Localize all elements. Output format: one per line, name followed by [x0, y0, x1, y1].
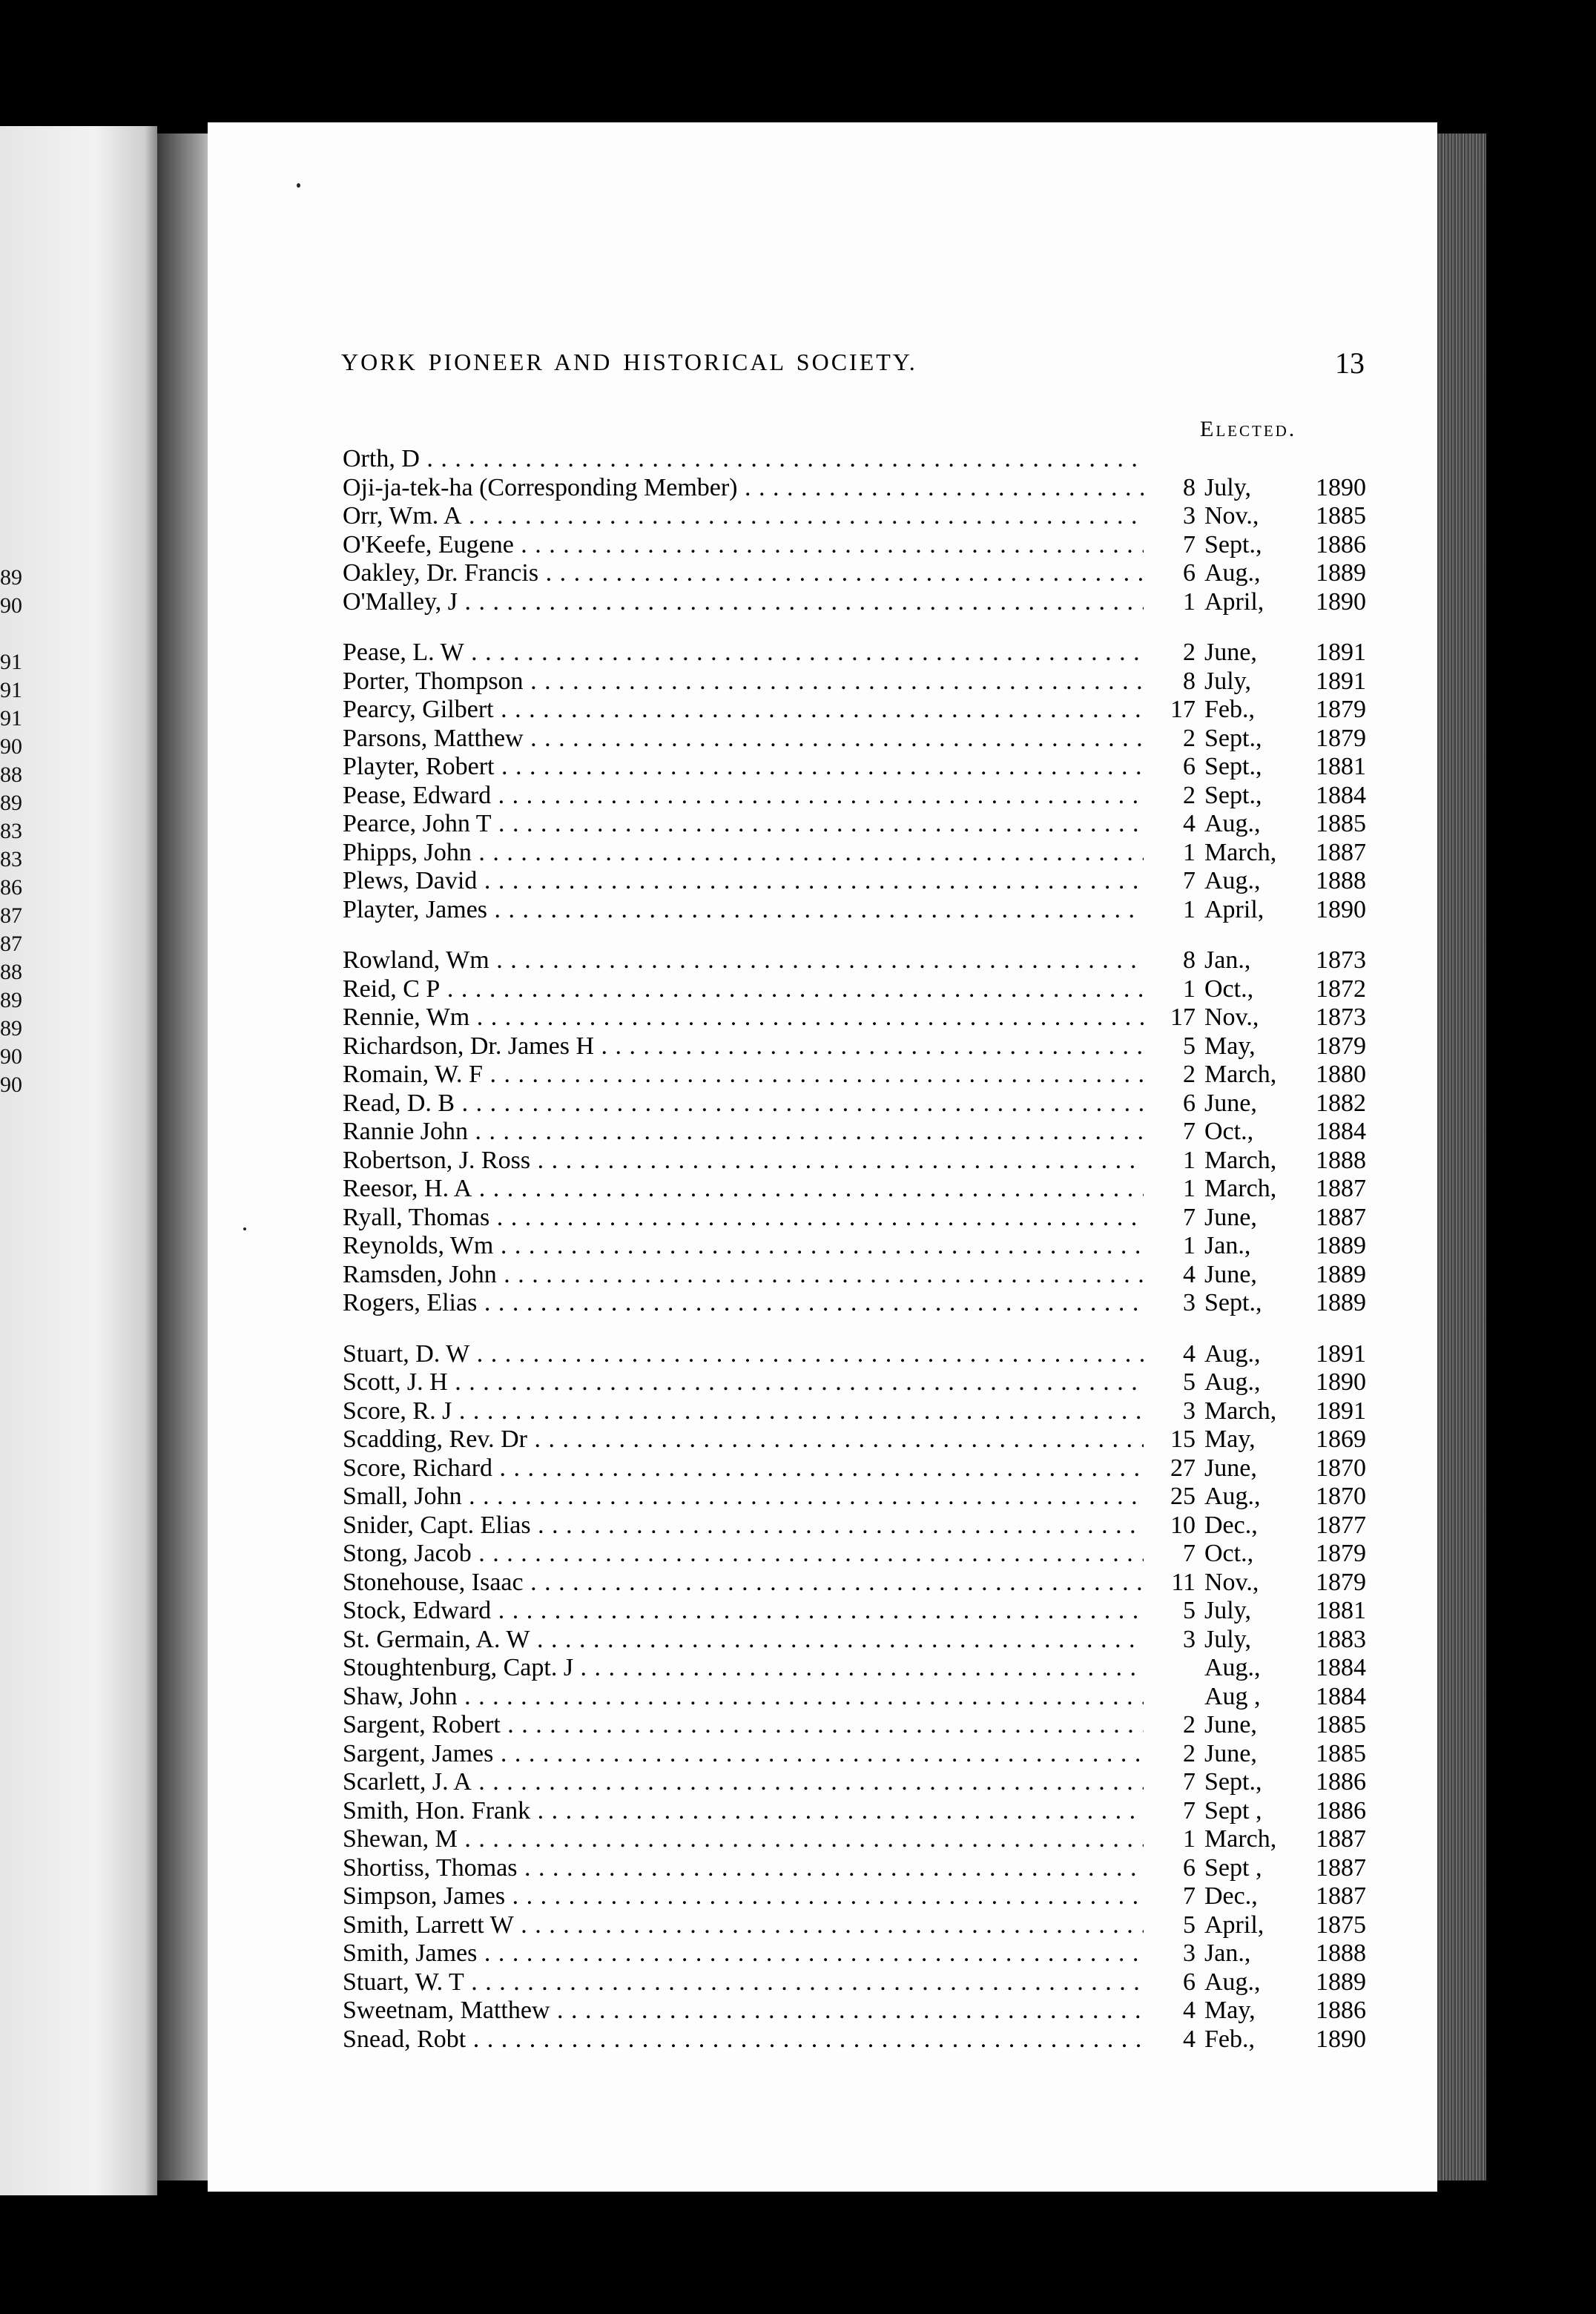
elected-day: 6: [1183, 1089, 1196, 1117]
facing-page-digit: 89: [0, 1016, 22, 1041]
elected-day: 7: [1183, 1540, 1196, 1567]
member-entry: [343, 1997, 1381, 2025]
member-entry: [343, 1740, 1381, 1769]
elected-month: March,: [1204, 1397, 1277, 1425]
elected-month: Sept.,: [1204, 530, 1262, 558]
elected-year: 1891: [1316, 639, 1366, 666]
elected-month: Sept ,: [1204, 1796, 1262, 1824]
member-name: Sweetnam, Matthew . . .: [343, 1997, 1144, 2025]
elected-day: 6: [1183, 753, 1196, 780]
elected-year: 1879: [1316, 1568, 1366, 1596]
member-entry: [343, 867, 1381, 896]
elected-year: 1870: [1316, 1454, 1366, 1482]
member-entry: [343, 696, 1381, 725]
elected-day: 1: [1183, 587, 1196, 616]
letter-group-r: [343, 946, 1381, 1318]
elected-day: 4: [1183, 1339, 1196, 1368]
member-entry: [343, 668, 1381, 696]
elected-year: 1886: [1316, 1997, 1366, 2024]
elected-year: 1886: [1316, 530, 1366, 558]
elected-day: 2: [1183, 781, 1196, 809]
member-entry: [343, 531, 1381, 560]
member-name: Rowland, Wm . . .: [343, 946, 1144, 975]
elected-year: 1888: [1316, 1146, 1366, 1174]
elected-month: Aug.,: [1204, 1654, 1261, 1681]
elected-month: March,: [1204, 1175, 1277, 1202]
elected-year: 1891: [1316, 1339, 1366, 1368]
member-entry: [343, 1397, 1381, 1426]
elected-day: 2: [1183, 1061, 1196, 1088]
facing-page-digit: 90: [0, 1044, 22, 1069]
elected-day: 27: [1170, 1454, 1196, 1482]
elected-year: 1887: [1316, 1825, 1366, 1853]
member-name: Pearcy, Gilbert . . .: [343, 696, 1144, 725]
elected-year: 1879: [1316, 1032, 1366, 1060]
member-entry: [343, 1090, 1381, 1118]
elected-month: Nov.,: [1204, 502, 1259, 530]
member-entry: [343, 1147, 1381, 1176]
member-entry: [343, 559, 1381, 588]
elected-year: 1880: [1316, 1061, 1366, 1088]
book-gutter: [157, 134, 215, 2180]
elected-year: 1886: [1316, 1768, 1366, 1796]
member-name: Small, John . . .: [343, 1483, 1144, 1512]
elected-day: 4: [1183, 1997, 1196, 2024]
elected-year: 1884: [1316, 1118, 1366, 1145]
elected-year: 1881: [1316, 753, 1366, 780]
member-entry: [343, 1454, 1381, 1483]
member-entry: [343, 1711, 1381, 1740]
member-name: Stock, Edward . . .: [343, 1597, 1144, 1626]
member-name: Richardson, Dr. James H . . .: [343, 1032, 1144, 1061]
member-name: Playter, Robert . . .: [343, 753, 1144, 782]
elected-day: 7: [1183, 1882, 1196, 1910]
elected-year: 1882: [1316, 1089, 1366, 1117]
facing-page-digit: 87: [0, 932, 22, 956]
facing-page-digit: 89: [0, 791, 22, 815]
elected-year: 1873: [1316, 1003, 1366, 1031]
member-entry: [343, 1626, 1381, 1655]
facing-page-digit: 89: [0, 988, 22, 1012]
elected-day: 7: [1183, 867, 1196, 894]
member-name: Pease, Edward . . .: [343, 782, 1144, 811]
elected-day: 3: [1183, 1397, 1196, 1425]
member-entry: [343, 1003, 1381, 1032]
facing-page-digit: 90: [0, 734, 22, 759]
elected-day: 8: [1183, 667, 1196, 695]
elected-year: 1887: [1316, 1853, 1366, 1882]
elected-day: 6: [1183, 559, 1196, 587]
member-entry: [343, 1425, 1381, 1454]
elected-year: 1875: [1316, 1911, 1366, 1939]
member-entry: [343, 1512, 1381, 1540]
elected-year: 1890: [1316, 587, 1366, 616]
elected-month: Oct.,: [1204, 975, 1254, 1003]
member-entry: [343, 1882, 1381, 1911]
member-entry: [343, 1483, 1381, 1512]
elected-year: 1887: [1316, 1175, 1366, 1202]
member-name: Score, R. J . . .: [343, 1397, 1144, 1426]
elected-month: Oct.,: [1204, 1540, 1254, 1567]
member-entry: [343, 1825, 1381, 1854]
elected-year: 1891: [1316, 667, 1366, 695]
member-name: Reesor, H. A . . .: [343, 1175, 1144, 1204]
member-name: Read, D. B . . .: [343, 1090, 1144, 1118]
facing-page-digit: 86: [0, 875, 22, 900]
member-name: Scarlett, J. A . . .: [343, 1768, 1144, 1797]
member-entry: [343, 946, 1381, 975]
elected-day: 15: [1170, 1425, 1196, 1453]
elected-day: 11: [1171, 1568, 1196, 1596]
member-entry: [343, 1061, 1381, 1090]
elected-year: 1889: [1316, 1289, 1366, 1316]
member-entry: [343, 1175, 1381, 1204]
elected-month: Aug.,: [1204, 1339, 1261, 1368]
elected-year: 1885: [1316, 810, 1366, 837]
elected-year: 1887: [1316, 838, 1366, 866]
elected-month: Dec.,: [1204, 1511, 1258, 1539]
elected-year: 1884: [1316, 781, 1366, 809]
elected-year: 1873: [1316, 946, 1366, 974]
member-name: Stong, Jacob . . .: [343, 1540, 1144, 1569]
member-name: O'Malley, J . . .: [343, 588, 1144, 617]
elected-month: Sept.,: [1204, 1768, 1262, 1796]
member-entry: [343, 782, 1381, 811]
elected-year: 1886: [1316, 1796, 1366, 1824]
elected-day: 7: [1183, 1796, 1196, 1824]
facing-page-digit: 87: [0, 903, 22, 928]
member-name: Plews, David . . .: [343, 867, 1144, 896]
member-entry: [343, 502, 1381, 531]
member-name: Score, Richard . . .: [343, 1454, 1144, 1483]
letter-group-p: [343, 639, 1381, 924]
elected-month: Aug.,: [1204, 1483, 1261, 1510]
elected-day: 3: [1183, 1625, 1196, 1653]
elected-month: July,: [1204, 1625, 1251, 1653]
facing-page-margin-digits: [0, 564, 22, 1099]
member-name: Rogers, Elias . . .: [343, 1289, 1144, 1318]
elected-day: 2: [1183, 724, 1196, 752]
member-entry: [343, 1797, 1381, 1826]
member-entry: [343, 1683, 1381, 1712]
elected-month: March,: [1204, 1146, 1277, 1174]
elected-year: 1889: [1316, 1232, 1366, 1259]
elected-day: 1: [1183, 975, 1196, 1003]
elected-day: 4: [1183, 810, 1196, 837]
elected-day: 1: [1183, 1825, 1196, 1853]
member-entry: [343, 1939, 1381, 1968]
elected-day: 10: [1170, 1511, 1196, 1539]
elected-month: Nov.,: [1204, 1003, 1259, 1031]
member-name: Shortiss, Thomas . . .: [343, 1854, 1144, 1883]
member-entry: [343, 1597, 1381, 1626]
elected-day: 25: [1170, 1483, 1196, 1510]
elected-year: 1879: [1316, 1540, 1366, 1567]
elected-day: 8: [1183, 473, 1196, 501]
elected-year: 1884: [1316, 1654, 1366, 1681]
elected-day: 2: [1183, 1739, 1196, 1767]
paper-speck: [297, 183, 300, 188]
facing-page-digit: 89: [0, 565, 22, 590]
elected-month: Aug.,: [1204, 1368, 1261, 1396]
elected-year: 1889: [1316, 1260, 1366, 1288]
member-name: Orth, D . . .: [343, 445, 1144, 474]
elected-year: 1888: [1316, 1939, 1366, 1967]
facing-page-digit: 88: [0, 960, 22, 984]
member-name: Sargent, Robert . . .: [343, 1711, 1144, 1740]
facing-page-digit: 91: [0, 706, 22, 731]
member-entry: [343, 1118, 1381, 1147]
member-entry: [343, 1289, 1381, 1318]
member-entry: [343, 1340, 1381, 1369]
elected-month: Aug ,: [1204, 1682, 1261, 1710]
elected-day: 2: [1183, 1711, 1196, 1738]
elected-year: 1884: [1316, 1682, 1366, 1710]
member-name: Ryall, Thomas . . .: [343, 1204, 1144, 1233]
elected-month: June,: [1204, 1739, 1257, 1767]
member-name: Shewan, M . . .: [343, 1825, 1144, 1854]
member-entry: [343, 1261, 1381, 1290]
elected-day: 5: [1183, 1597, 1196, 1624]
member-name: Stuart, W. T . . .: [343, 1968, 1144, 1997]
member-entry: [343, 1032, 1381, 1061]
facing-page-digit: 83: [0, 819, 22, 843]
elected-day: 4: [1183, 1260, 1196, 1288]
member-name: Oji-ja-tek-ha (Corresponding Member) . . .: [343, 474, 1144, 503]
member-entry: [343, 839, 1381, 868]
elected-month: Sept.,: [1204, 724, 1262, 752]
elected-day: 5: [1183, 1032, 1196, 1060]
elected-month: Dec.,: [1204, 1882, 1258, 1910]
member-name: Stuart, D. W . . .: [343, 1340, 1144, 1369]
elected-day: 6: [1183, 1968, 1196, 1996]
running-title: YORK PIONEER AND HISTORICAL SOCIETY.: [341, 349, 917, 375]
elected-month: July,: [1204, 667, 1251, 695]
elected-year: 1889: [1316, 559, 1366, 587]
elected-month: Aug.,: [1204, 1968, 1261, 1996]
member-entry: [343, 896, 1381, 925]
member-name: Rannie John . . .: [343, 1118, 1144, 1147]
elected-day: 1: [1183, 838, 1196, 866]
member-entry: [343, 1968, 1381, 1997]
elected-year: 1877: [1316, 1511, 1366, 1539]
member-name: Reynolds, Wm . . .: [343, 1232, 1144, 1261]
member-name: St. Germain, A. W . . .: [343, 1626, 1144, 1655]
elected-month: Sept ,: [1204, 1853, 1262, 1882]
elected-day: 5: [1183, 1911, 1196, 1939]
elected-year: 1891: [1316, 1397, 1366, 1425]
elected-year: 1881: [1316, 1597, 1366, 1624]
elected-day: 1: [1183, 1146, 1196, 1174]
elected-month: April,: [1204, 587, 1264, 616]
member-name: Smith, Larrett W . . .: [343, 1911, 1144, 1940]
elected-column-heading: Elected.: [1200, 417, 1297, 441]
member-name: Oakley, Dr. Francis . . .: [343, 559, 1144, 588]
facing-page-digit: 90: [0, 1072, 22, 1097]
elected-year: 1883: [1316, 1625, 1366, 1653]
member-name: Playter, James . . .: [343, 896, 1144, 925]
elected-year: 1869: [1316, 1425, 1366, 1453]
member-name: Smith, Hon. Frank . . .: [343, 1797, 1144, 1826]
member-entry: [343, 2025, 1381, 2054]
elected-year: 1890: [1316, 895, 1366, 923]
member-name: Snider, Capt. Elias . . .: [343, 1512, 1144, 1540]
elected-month: Sept.,: [1204, 1289, 1262, 1316]
elected-month: March,: [1204, 1825, 1277, 1853]
elected-day: 3: [1183, 502, 1196, 530]
member-name: O'Keefe, Eugene . . .: [343, 531, 1144, 560]
member-entry: [343, 1204, 1381, 1233]
elected-month: Jan.,: [1204, 946, 1251, 974]
member-entry: [343, 1569, 1381, 1598]
elected-day: 17: [1170, 696, 1196, 723]
elected-month: April,: [1204, 1911, 1264, 1939]
member-name: Phipps, John . . .: [343, 839, 1144, 868]
member-name: Romain, W. F . . .: [343, 1061, 1144, 1090]
elected-month: Feb.,: [1204, 2025, 1255, 2053]
facing-page-digit: 83: [0, 847, 22, 871]
member-entry: [343, 1654, 1381, 1683]
elected-month: July,: [1204, 473, 1251, 501]
elected-month: Nov.,: [1204, 1568, 1259, 1596]
member-name: Stoughtenburg, Capt. J . . .: [343, 1654, 1144, 1683]
elected-month: May,: [1204, 1032, 1256, 1060]
elected-year: 1887: [1316, 1203, 1366, 1231]
member-name: Sargent, James . . .: [343, 1740, 1144, 1769]
member-entry: [343, 445, 1381, 474]
elected-month: July,: [1204, 1597, 1251, 1624]
member-entry: [343, 1768, 1381, 1797]
elected-year: 1888: [1316, 867, 1366, 894]
member-entry: [343, 474, 1381, 503]
elected-year: 1885: [1316, 1711, 1366, 1738]
facing-page-digit: 90: [0, 593, 22, 618]
elected-day: 6: [1183, 1853, 1196, 1882]
member-list: [343, 445, 1381, 2076]
elected-month: June,: [1204, 639, 1257, 666]
letter-group-o: [343, 445, 1381, 616]
elected-year: 1890: [1316, 1368, 1366, 1396]
elected-month: May,: [1204, 1425, 1256, 1453]
member-entry: [343, 588, 1381, 617]
member-entry: [343, 725, 1381, 754]
elected-year: 1870: [1316, 1483, 1366, 1510]
elected-month: Aug.,: [1204, 810, 1261, 837]
page-number: 13: [1335, 346, 1365, 380]
elected-year: 1879: [1316, 724, 1366, 752]
elected-month: June,: [1204, 1260, 1257, 1288]
elected-month: Jan.,: [1204, 1939, 1251, 1967]
member-name: Snead, Robt . . .: [343, 2025, 1144, 2054]
elected-year: 1885: [1316, 1739, 1366, 1767]
elected-year: 1890: [1316, 2025, 1366, 2053]
elected-month: Aug.,: [1204, 867, 1261, 894]
elected-day: 1: [1183, 895, 1196, 923]
member-name: Simpson, James . . .: [343, 1882, 1144, 1911]
letter-group-s: [343, 1340, 1381, 2054]
member-entry: [343, 753, 1381, 782]
elected-month: Sept.,: [1204, 781, 1262, 809]
member-entry: [343, 1911, 1381, 1940]
elected-month: June,: [1204, 1711, 1257, 1738]
member-name: Parsons, Matthew . . .: [343, 725, 1144, 754]
member-name: Smith, James . . .: [343, 1939, 1144, 1968]
elected-month: Feb.,: [1204, 696, 1255, 723]
elected-day: 8: [1183, 946, 1196, 974]
member-name: Robertson, J. Ross . . .: [343, 1147, 1144, 1176]
member-name: Scadding, Rev. Dr . . .: [343, 1425, 1144, 1454]
member-name: Pease, L. W . . .: [343, 639, 1144, 668]
member-entry: [343, 639, 1381, 668]
elected-day: 3: [1183, 1289, 1196, 1316]
facing-page-digit: [0, 620, 16, 648]
elected-day: 17: [1170, 1003, 1196, 1031]
elected-day: 2: [1183, 639, 1196, 666]
elected-month: Aug.,: [1204, 559, 1261, 587]
elected-year: 1879: [1316, 696, 1366, 723]
member-entry: [343, 1232, 1381, 1261]
member-entry: [343, 810, 1381, 839]
elected-day: 5: [1183, 1368, 1196, 1396]
member-name: Ramsden, John . . .: [343, 1261, 1144, 1290]
elected-day: 7: [1183, 530, 1196, 558]
paper-speck: [243, 1227, 246, 1230]
elected-year: 1887: [1316, 1882, 1366, 1910]
elected-day: 7: [1183, 1768, 1196, 1796]
member-name: Orr, Wm. A . . .: [343, 502, 1144, 531]
elected-year: 1872: [1316, 975, 1366, 1003]
elected-month: Sept.,: [1204, 753, 1262, 780]
elected-day: 1: [1183, 1175, 1196, 1202]
elected-month: May,: [1204, 1997, 1256, 2024]
elected-day: 3: [1183, 1939, 1196, 1967]
elected-month: June,: [1204, 1089, 1257, 1117]
elected-day: 4: [1183, 2025, 1196, 2053]
elected-month: April,: [1204, 895, 1264, 923]
member-name: Shaw, John . . .: [343, 1683, 1144, 1712]
elected-day: 1: [1183, 1232, 1196, 1259]
elected-month: March,: [1204, 838, 1277, 866]
member-entry: [343, 1368, 1381, 1397]
elected-day: 7: [1183, 1118, 1196, 1145]
member-name: Porter, Thompson . . .: [343, 668, 1144, 696]
member-entry: [343, 1540, 1381, 1569]
elected-day: 7: [1183, 1203, 1196, 1231]
facing-page-digit: 91: [0, 678, 22, 702]
member-entry: [343, 975, 1381, 1004]
member-name: Scott, J. H . . .: [343, 1368, 1144, 1397]
elected-year: 1889: [1316, 1968, 1366, 1996]
elected-month: March,: [1204, 1061, 1277, 1088]
elected-year: 1885: [1316, 502, 1366, 530]
member-entry: [343, 1854, 1381, 1883]
member-name: Stonehouse, Isaac . . .: [343, 1569, 1144, 1598]
facing-page-digit: 88: [0, 762, 22, 787]
elected-month: June,: [1204, 1454, 1257, 1482]
elected-year: 1890: [1316, 473, 1366, 501]
member-name: Pearce, John T . . .: [343, 810, 1144, 839]
facing-page-digit: 91: [0, 650, 22, 674]
page-block-edge: [1437, 134, 1486, 2180]
elected-month: Jan.,: [1204, 1232, 1251, 1259]
elected-month: June,: [1204, 1203, 1257, 1231]
member-name: Reid, C P . . .: [343, 975, 1144, 1004]
facing-page-edge: [0, 126, 157, 2195]
elected-month: Oct.,: [1204, 1118, 1254, 1145]
member-name: Rennie, Wm . . .: [343, 1003, 1144, 1032]
